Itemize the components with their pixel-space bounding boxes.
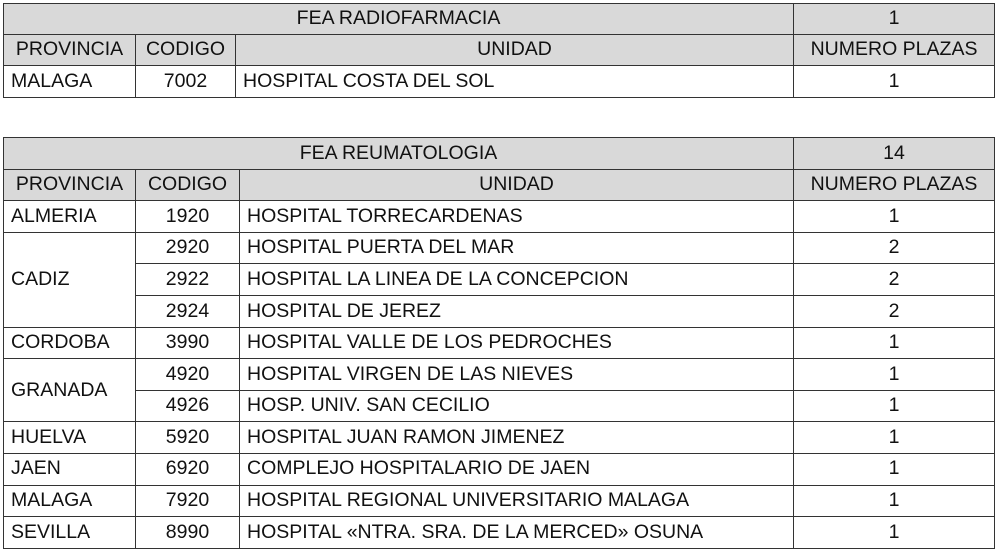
- cell-provincia: MALAGA: [4, 485, 136, 517]
- cell-plazas: 1: [794, 422, 995, 454]
- cell-unidad: HOSPITAL VIRGEN DE LAS NIEVES: [240, 359, 794, 391]
- table-row: [4, 422, 995, 454]
- cell-plazas: 1: [794, 485, 995, 517]
- cell-unidad: HOSPITAL VALLE DE LOS PEDROCHES: [240, 327, 794, 359]
- cell-unidad: COMPLEJO HOSPITALARIO DE JAEN: [240, 453, 794, 485]
- cell-plazas: 2: [794, 295, 995, 327]
- cell-codigo: 3990: [136, 327, 240, 359]
- cell-unidad: HOSPITAL JUAN RAMON JIMENEZ: [240, 422, 794, 454]
- table-row: [4, 264, 995, 296]
- cell-unidad: HOSPITAL COSTA DEL SOL: [236, 66, 794, 98]
- table-radiofarmacia: [3, 3, 995, 98]
- cell-codigo: 4920: [136, 359, 240, 391]
- table-row: [4, 485, 995, 517]
- cell-provincia: JAEN: [4, 453, 136, 485]
- cell-provincia: CADIZ: [4, 232, 136, 327]
- cell-unidad: HOSP. UNIV. SAN CECILIO: [240, 390, 794, 422]
- cell-plazas: 1: [794, 390, 995, 422]
- header-unidad: UNIDAD: [240, 169, 794, 201]
- table-title: FEA RADIOFARMACIA: [4, 4, 794, 35]
- header-row: [4, 35, 995, 66]
- cell-provincia: ALMERIA: [4, 201, 136, 233]
- cell-provincia: SEVILLA: [4, 517, 136, 549]
- cell-codigo: 4926: [136, 390, 240, 422]
- cell-plazas: 1: [794, 453, 995, 485]
- header-plazas: NUMERO PLAZAS: [794, 169, 995, 201]
- cell-plazas: 2: [794, 232, 995, 264]
- table-row: [4, 232, 995, 264]
- cell-codigo: 2920: [136, 232, 240, 264]
- cell-codigo: 5920: [136, 422, 240, 454]
- cell-codigo: 6920: [136, 453, 240, 485]
- table-row: [4, 66, 995, 98]
- cell-unidad: HOSPITAL LA LINEA DE LA CONCEPCION: [240, 264, 794, 296]
- table-row: [4, 359, 995, 391]
- cell-plazas: 1: [794, 517, 995, 549]
- header-plazas: NUMERO PLAZAS: [794, 35, 995, 66]
- header-unidad: UNIDAD: [236, 35, 794, 66]
- cell-unidad: HOSPITAL PUERTA DEL MAR: [240, 232, 794, 264]
- total-plazas: 14: [794, 138, 995, 170]
- cell-unidad: HOSPITAL «NTRA. SRA. DE LA MERCED» OSUNA: [240, 517, 794, 549]
- cell-plazas: 1: [794, 327, 995, 359]
- header-provincia: PROVINCIA: [4, 169, 136, 201]
- total-plazas: 1: [794, 4, 995, 35]
- table-row: [4, 453, 995, 485]
- cell-codigo: 8990: [136, 517, 240, 549]
- cell-provincia: CORDOBA: [4, 327, 136, 359]
- cell-codigo: 2924: [136, 295, 240, 327]
- cell-unidad: HOSPITAL REGIONAL UNIVERSITARIO MALAGA: [240, 485, 794, 517]
- cell-provincia: HUELVA: [4, 422, 136, 454]
- table-reumatologia: [3, 137, 995, 549]
- header-provincia: PROVINCIA: [4, 35, 136, 66]
- header-codigo: CODIGO: [136, 35, 236, 66]
- header-codigo: CODIGO: [136, 169, 240, 201]
- table-row: [4, 327, 995, 359]
- cell-plazas: 1: [794, 359, 995, 391]
- cell-plazas: 2: [794, 264, 995, 296]
- cell-codigo: 7002: [136, 66, 236, 98]
- cell-codigo: 7920: [136, 485, 240, 517]
- table-row: [4, 517, 995, 549]
- cell-unidad: HOSPITAL DE JEREZ: [240, 295, 794, 327]
- table-title: FEA REUMATOLOGIA: [4, 138, 794, 170]
- table-title-row: [4, 4, 995, 35]
- table-title-row: [4, 138, 995, 170]
- table-row: [4, 390, 995, 422]
- cell-provincia: GRANADA: [4, 359, 136, 422]
- cell-plazas: 1: [794, 66, 995, 98]
- cell-plazas: 1: [794, 201, 995, 233]
- cell-codigo: 2922: [136, 264, 240, 296]
- table-row: [4, 295, 995, 327]
- header-row: [4, 169, 995, 201]
- cell-provincia: MALAGA: [4, 66, 136, 98]
- table-row: [4, 201, 995, 233]
- cell-unidad: HOSPITAL TORRECARDENAS: [240, 201, 794, 233]
- cell-codigo: 1920: [136, 201, 240, 233]
